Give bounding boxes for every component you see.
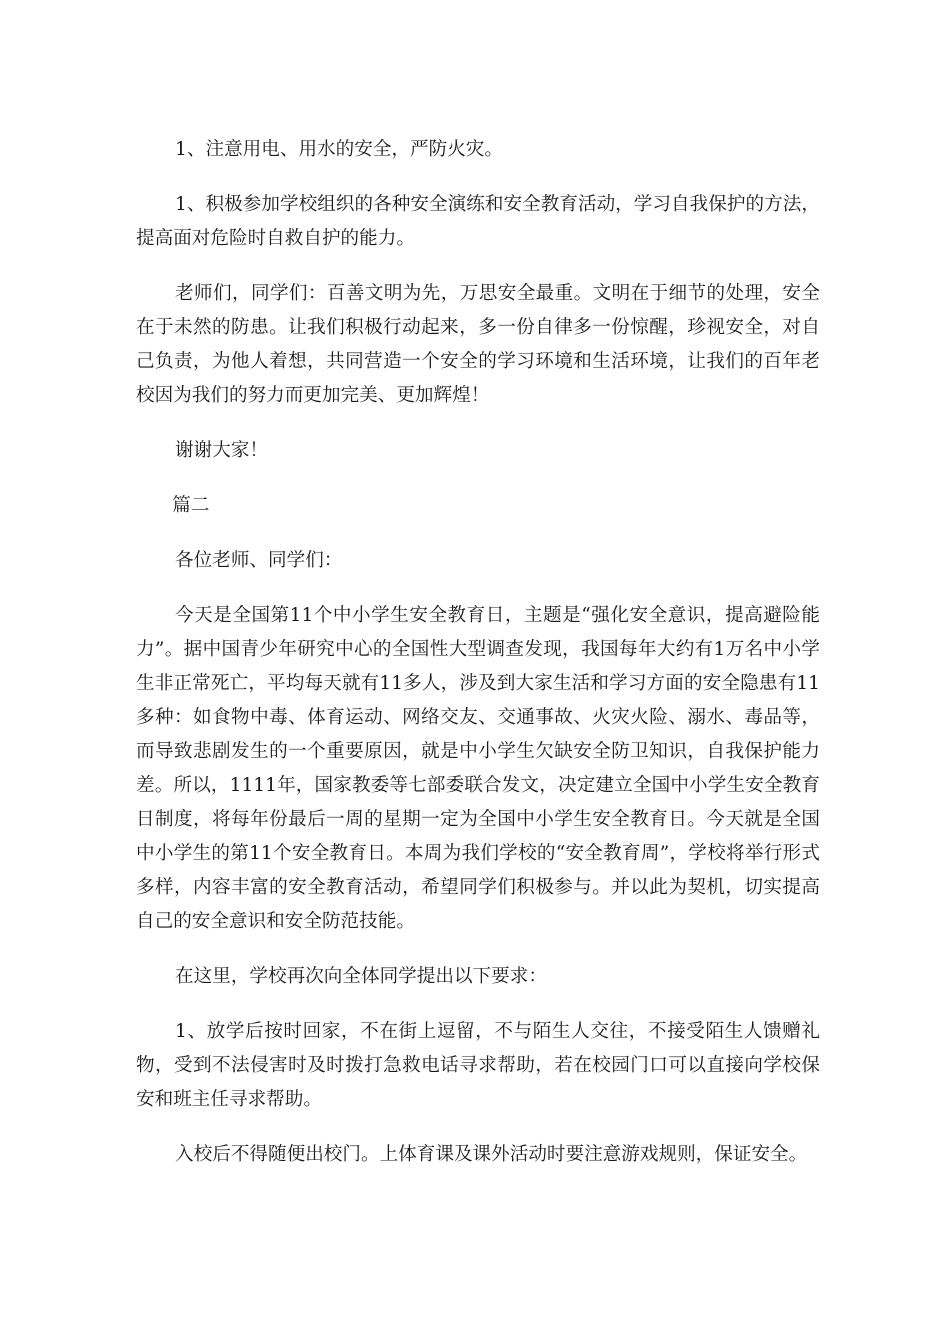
paragraph-safety-day-intro: 今天是全国第11个中小学生安全教育日，主题是“强化安全意识，提高避险能力”。据中国青少年研究中心的全国性大型调查发现，我国每年大约有1万名中小学生非正常死亡，平均每天就有11多人，涉及到大家生活和学习方面的安全隐患有11多种：如食物中毒、体育运动、网络交友、交通事故、火灾火险、溺水、毒品等，而导致悲剧发生的一个重要原因，就是中小学生欠缺安全防卫知识，自我保护能力差。所以，1111年，国家教委等七部委联合发文，决定建立全国中小学生安全教育日制度，将每年份最后一周的星期一定为全国中小学生安全教育日。今天就是全国中小学生的第11个安全教育日。本周为我们学校的“安全教育周”，学校将举行形式多样，内容丰富的安全教育活动，希望同学们积极参与。并以此为契机，切实提高自己的安全意识和安全防范技能。 [136,605,820,932]
paragraph-item-go-home-on-time: 1、放学后按时回家，不在街上逗留，不与陌生人交往，不接受陌生人馈赠礼物，受到不法侵害时及时拨打急救电话寻求帮助，若在校园门口可以直接向学校保安和班主任寻求帮助。 [136,1021,820,1110]
paragraph-item-electric-water-safety: 1、注意用电、用水的安全，严防火灾。 [175,139,503,160]
paragraph-thanks: 谢谢大家！ [175,440,269,461]
paragraph-closing-appeal: 老师们，同学们：百善文明为先，万思安全最重。文明在于细节的处理，安全在于未然的防患。让我们积极行动起来，多一份自律多一份惊醒，珍视安全，对自己负责，为他人着想，共同营造一个安全的学习环境和生活环境，让我们的百年老校因为我们的努力而更加完美、更加辉煌！ [136,283,820,406]
document-body [136,133,820,1193]
paragraph-greeting: 各位老师、同学们： [175,550,343,571]
paragraph-item-safety-drills: 1、积极参加学校组织的各种安全演练和安全教育活动，学习自我保护的方法，提高面对危险时自救自护的能力。 [136,194,820,249]
section-heading: 篇二 [172,495,210,516]
paragraph-requirements-intro: 在这里，学校再次向全体同学提出以下要求： [175,966,547,987]
paragraph-school-rules: 入校后不得随便出校门。上体育课及课外活动时要注意游戏规则，保证安全。 [175,1144,808,1165]
